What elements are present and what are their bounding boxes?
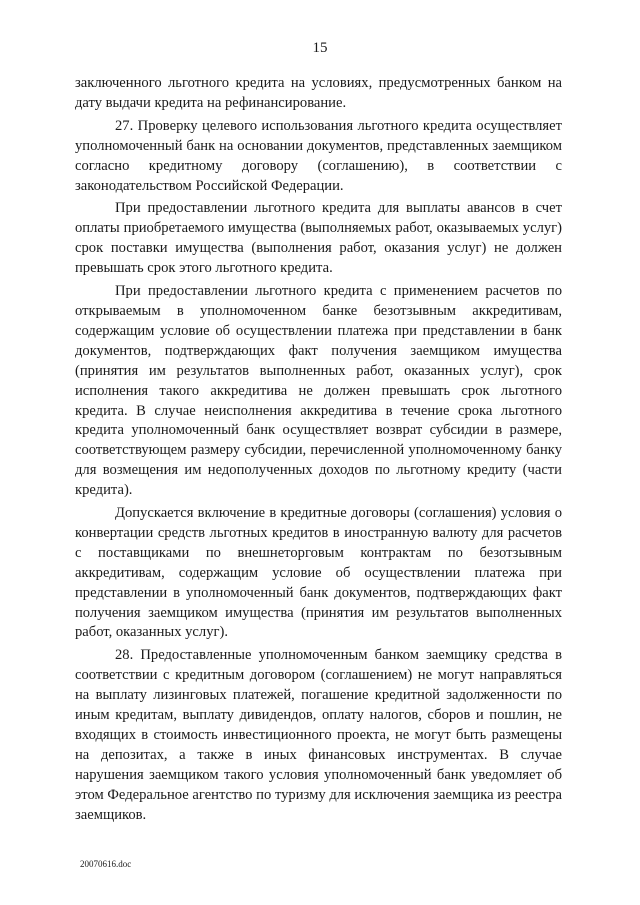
document-body (75, 74, 562, 829)
paragraph-item-28: 28. Предоставленные уполномоченным банком заемщику средства в соответствии с кредитным договором (соглашением) не могут направляться на выплату лизинговых платежей, погашение кредитной задолженности по иным кредитам, выплату дивидендов, оплату налогов, сборов и пошлин, не входящих в стоимость инвестиционного проекта, не могут быть размещены на депозитах, а также в иных финансовых инструментах. В случае нарушения заемщиком такого условия уполномоченный банк уведомляет об этом Федеральное агентство по туризму для исключения заемщика из реестра заемщиков. (75, 647, 562, 823)
paragraph-currency-conversion: Допускается включение в кредитные договоры (соглашения) условия о конвертации средств льготных кредитов в иностранную валюту для расчетов с поставщиками по внешнеторговым контрактам по безотзывным аккредитивам, содержащим условие об осуществлении платежа при представлении в уполномоченный банк документов, подтверждающих факт получения заемщиком имущества (принятия им результатов выполненных работ, оказанных услуг). (75, 505, 562, 641)
page-number: 15 (312, 40, 328, 56)
paragraph-letters-of-credit: При предоставлении льготного кредита с применением расчетов по открываемым в уполномоченном банке безотзывным аккредитивам, содержащим условие об осуществлении платежа при представлении в банк документов, подтверждающих факт получения заемщиком имущества (принятия им результатов выполненных работ, оказанных услуг), срок исполнения такого аккредитива не должен превышать срок льготного кредита. В случае неисполнения аккредитива в течение срока льготного кредита уполномоченный банк осуществляет возврат субсидии в размере, соответствующем размеру субсидии, перечисленной уполномоченному банку для возмещения им недополученных доходов по льготному кредиту (части кредита). (75, 283, 562, 499)
footer-doc-id: 20070616.doc (80, 859, 132, 869)
paragraph-advance-payments: При предоставлении льготного кредита для выплаты авансов в счет оплаты приобретаемого имущества (выполняемых работ, оказываемых услуг) срок поставки имущества (выполнения работ, оказания услуг) не должен превышать срок этого льготного кредита. (75, 200, 562, 277)
paragraph-item-27: 27. Проверку целевого использования льготного кредита осуществляет уполномоченный банк на основании документов, представленных заемщиком согласно кредитному договору (соглашению), в соответствии с законодательством Российской Федерации. (75, 117, 562, 194)
paragraph-continuation: заключенного льготного кредита на условиях, предусмотренных банком на дату выдачи кредита на рефинансирование. (75, 75, 562, 111)
